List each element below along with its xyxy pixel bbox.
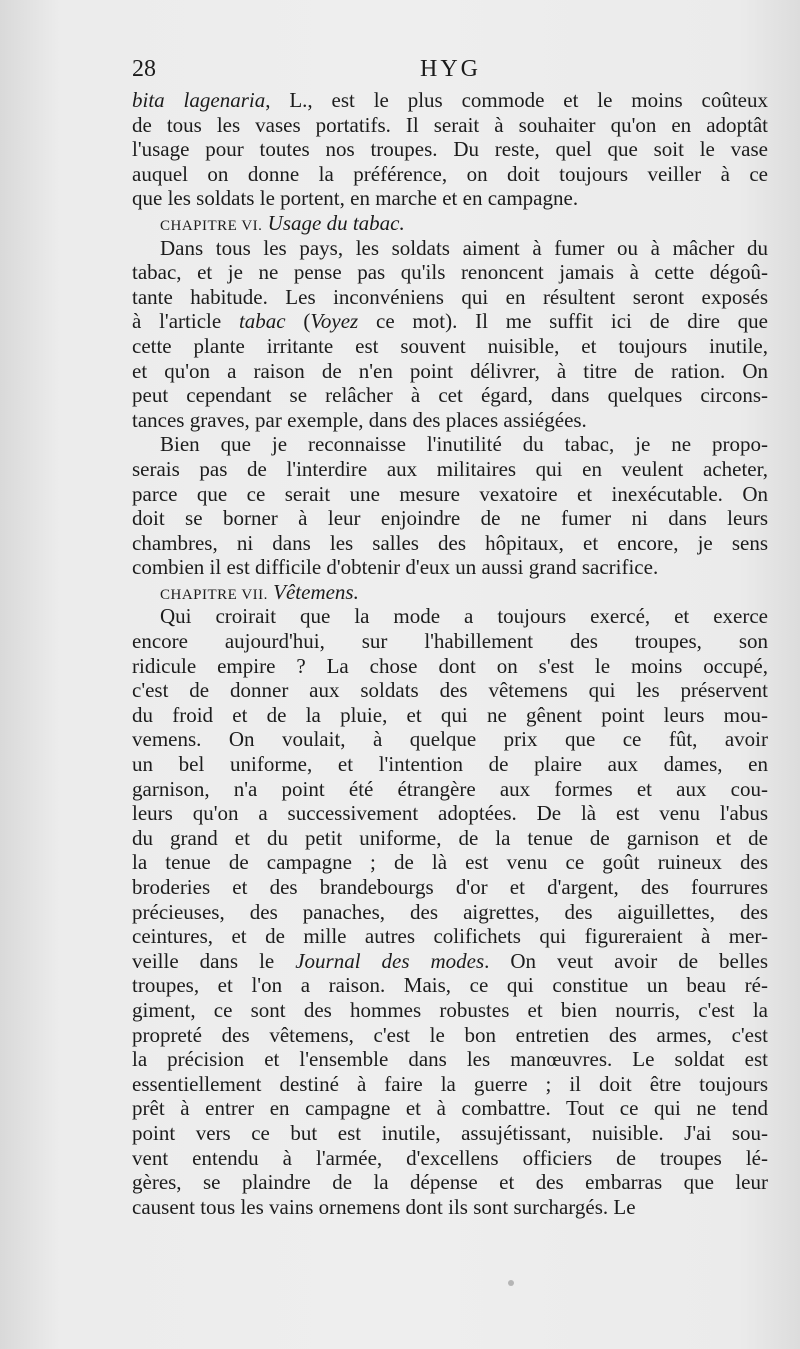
- text-line: [132, 949, 768, 974]
- italic-text: Journal des modes: [295, 948, 485, 973]
- text-line: tances graves, par exemple, dans des places assiégées.: [132, 407, 587, 432]
- text-line: broderies et des brandebourgs d'or et d'argent, des fourrures: [132, 875, 768, 899]
- text-line: essentiellement destiné à faire la guerre ; il doit être toujours: [132, 1071, 768, 1096]
- text-line: prêt à entrer en campagne et à combattre. Tout ce qui ne tend: [132, 1096, 768, 1121]
- running-head: HYG: [420, 56, 481, 82]
- text-line: cette plante irritante est souvent nuisible, et toujours inutile,: [132, 333, 768, 358]
- text-segment: ce mot). Il me suffit ici de dire que: [358, 309, 769, 334]
- text-line: propreté des vêtemens, c'est le bon entretien des armes, c'est: [132, 1022, 768, 1047]
- text-line: et qu'on a raison de n'en point délivrer, à titre de ration. On: [132, 358, 768, 383]
- text-line: leurs qu'on a successivement adoptées. De là est venu l'abus: [132, 801, 768, 826]
- text-segment: . On veut avoir de belles: [484, 948, 768, 973]
- italic-text: bita lagenaria: [132, 88, 266, 112]
- text-line: garnison, n'a point été étrangère aux formes et aux cou-: [132, 776, 768, 801]
- italic-text: Voyez: [310, 309, 359, 334]
- text-line: vemens. On voulait, à quelque prix que ce fût, avoir: [132, 727, 768, 752]
- text-line: Qui croirait que la mode a toujours exercé, et exerce: [160, 604, 768, 629]
- paragraph: [132, 236, 768, 433]
- text-line: un bel uniforme, et l'intention de plaire aux dames, en: [132, 752, 768, 777]
- text-line: c'est de donner aux soldats des vêtemens qui les préservent: [132, 678, 768, 703]
- chapter-heading: [132, 580, 768, 605]
- text-line: du grand et du petit uniforme, de la tenue de garnison et de: [132, 825, 768, 850]
- text-line: de tous les vases portatifs. Il serait à souhaiter qu'on en adoptât: [132, 112, 768, 137]
- text-line: giment, ce sont des hommes robustes et bien nourris, c'est la: [132, 997, 768, 1022]
- chapter-title: Usage du tabac.: [267, 210, 405, 235]
- text-line: causent tous les vains ornemens dont ils sont surchargés. Le: [132, 1194, 636, 1219]
- text-line: Bien que je reconnaisse l'inutilité du tabac, je ne propo-: [160, 432, 768, 457]
- page-body: [132, 88, 768, 1219]
- chapter-title: Vêtemens.: [273, 579, 359, 604]
- text-line: serais pas de l'interdire aux militaires qui en veulent acheter,: [132, 456, 768, 481]
- text-line: ridicule empire ? La chose dont on s'est le moins occupé,: [132, 653, 768, 678]
- text-line: la tenue de campagne ; de là est venu ce goût ruineux des: [132, 850, 768, 875]
- text-line: tante habitude. Les inconvéniens qui en résultent seront exposés: [132, 284, 768, 309]
- chapter-heading: [132, 211, 768, 236]
- chapter-label: CHAPITRE VI.: [160, 217, 263, 234]
- text-line: troupes, et l'on a raison. Mais, ce qui constitue un beau ré-: [132, 973, 768, 998]
- text-line: ceintures, et de mille autres colifichets qui figureraient à mer-: [132, 924, 768, 949]
- text-line: que les soldats le portent, en marche et en campagne.: [132, 186, 579, 211]
- text-line: l'usage pour toutes nos troupes. Du reste, quel que soit le vase: [132, 137, 768, 162]
- text-line: précieuses, des panaches, des aigrettes, des aiguillettes, des: [132, 899, 768, 924]
- text-line: gères, se plaindre de la dépense et des embarras que leur: [132, 1170, 768, 1195]
- page-number: 28: [132, 56, 156, 82]
- paper-stain: [508, 1280, 514, 1286]
- text-line: la précision et l'ensemble dans les manœuvres. Le soldat est: [132, 1047, 768, 1072]
- text-line: du froid et de la pluie, et qui ne gênent point leurs mou-: [132, 702, 768, 727]
- text-line: chambres, ni dans les salles des hôpitaux, et encore, je sens: [132, 530, 768, 555]
- chapter-label: CHAPITRE VII.: [160, 586, 268, 603]
- text-line: auquel on donne la préférence, on doit toujours veiller à ce: [132, 161, 768, 186]
- text-line: point vers ce but est inutile, assujétissant, nuisible. J'ai sou-: [132, 1120, 768, 1145]
- text-line: doit se borner à leur enjoindre de ne fumer ni dans leurs: [132, 506, 768, 531]
- paragraph: [132, 432, 768, 580]
- text-line: vent entendu à l'armée, d'excellens officiers de troupes lé-: [132, 1145, 768, 1170]
- text-segment: (: [285, 309, 311, 334]
- page-header: [130, 56, 770, 92]
- text-segment: veille dans le: [132, 948, 296, 973]
- italic-text: tabac: [238, 309, 286, 334]
- text-line: tabac, et je ne pense pas qu'ils renoncent jamais à cette dégoû-: [132, 260, 768, 285]
- text-line: peut cependant se relâcher à cet égard, dans quelques circons-: [132, 383, 768, 408]
- text-segment: à l'article: [132, 309, 239, 334]
- paragraph: [132, 88, 768, 211]
- text-line: encore aujourd'hui, sur l'habillement des troupes, son: [132, 629, 768, 654]
- text-line: [132, 88, 768, 113]
- text-line: combien il est difficile d'obtenir d'eux un aussi grand sacrifice.: [132, 555, 659, 580]
- paragraph: [132, 604, 768, 1219]
- text-segment: , L., est le plus commode et le moins coûteux: [265, 88, 768, 112]
- text-line: parce que ce serait une mesure vexatoire et inexécutable. On: [132, 481, 768, 506]
- text-line: [132, 309, 768, 334]
- text-line: Dans tous les pays, les soldats aiment à fumer ou à mâcher du: [160, 235, 768, 260]
